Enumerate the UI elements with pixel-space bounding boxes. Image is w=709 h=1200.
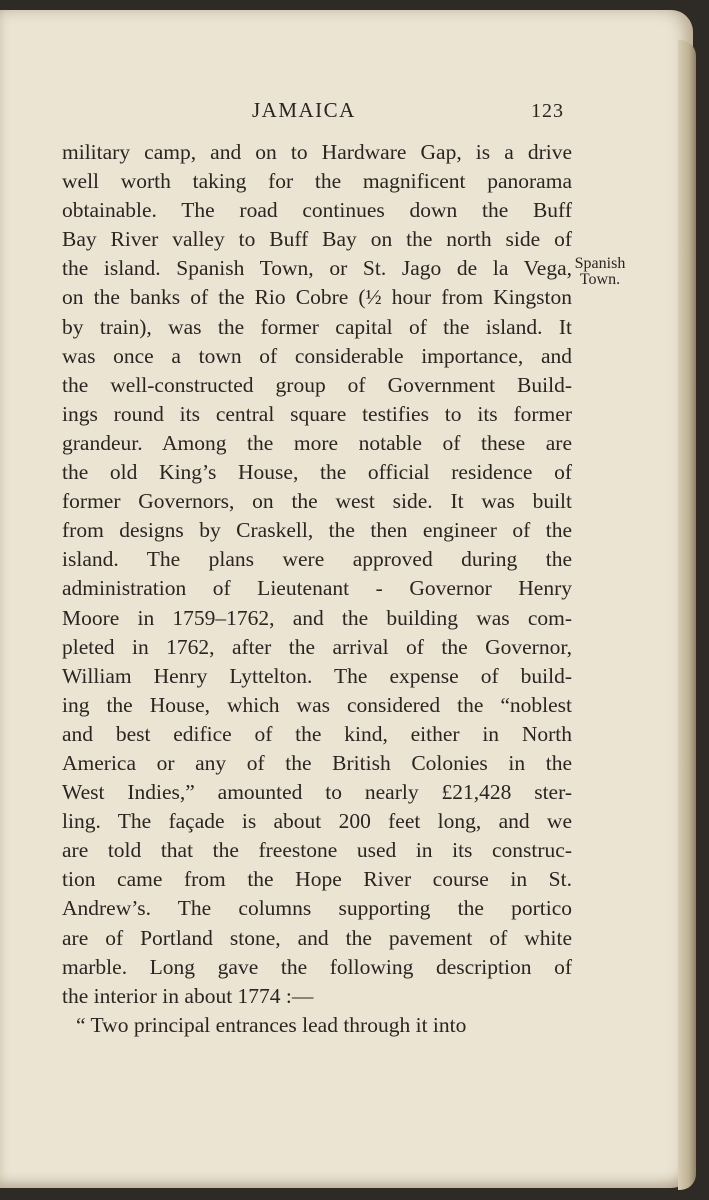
page-edge [678,40,696,1190]
text-line: West Indies,” amounted to nearly £21,428 ster- [62,780,572,805]
margin-note-line: Spanish [574,255,626,272]
margin-note-line: Town. [579,271,621,288]
body-text [62,138,572,1040]
text-line: tion came from the Hope River course in St. [62,867,572,892]
text-line: administration of Lieutenant - Governor Henry [62,576,572,601]
text-line: William Henry Lyttelton. The expense of build- [62,663,572,688]
page-header [62,98,572,128]
text-line: grandeur. Among the more notable of these are [62,430,572,455]
text-line: by train), was the former capital of the island. It [62,314,572,339]
text-line: on the banks of the Rio Cobre (½ hour from Kingston [62,285,572,310]
text-line: and best edifice of the kind, either in North [62,721,572,746]
text-line: the well-constructed group of Government Build- [62,372,572,397]
margin-note [565,256,635,288]
text-line: was once a town of considerable importance, and [62,343,572,368]
text-line: the island. Spanish Town, or St. Jago de la Vega, [62,256,572,281]
text-line: “ Two principal entrances lead through it into [76,1012,467,1037]
text-line: marble. Long gave the following description of [62,954,572,979]
text-line: obtainable. The road continues down the Buff [62,198,572,223]
text-line: are of Portland stone, and the pavement of white [62,925,572,950]
text-line: the interior in about 1774 :— [62,983,314,1008]
text-line: former Governors, on the west side. It was built [62,489,572,514]
text-line: ings round its central square testifies to its former [62,401,572,426]
book-page [0,10,693,1188]
running-head: JAMAICA [252,98,356,122]
text-line: Bay River valley to Buff Bay on the north side of [62,227,572,252]
text-line: ling. The façade is about 200 feet long, and we [62,809,572,834]
text-line: island. The plans were approved during the [62,547,572,572]
text-line: pleted in 1762, after the arrival of the Governor, [62,634,572,659]
text-line: military camp, and on to Hardware Gap, is a drive [62,140,572,164]
text-line: Moore in 1759–1762, and the building was com- [62,605,572,630]
text-line: well worth taking for the magnificent panorama [62,169,572,194]
text-line: from designs by Craskell, the then engineer of the [62,518,572,543]
text-line: are told that the freestone used in its construc- [62,838,572,863]
text-line: the old King’s House, the official residence of [62,460,572,485]
text-line: Andrew’s. The columns supporting the portico [62,896,572,921]
page-number: 123 [531,100,564,122]
text-line: ing the House, which was considered the “noblest [62,692,572,717]
text-line: America or any of the British Colonies in the [62,750,572,775]
